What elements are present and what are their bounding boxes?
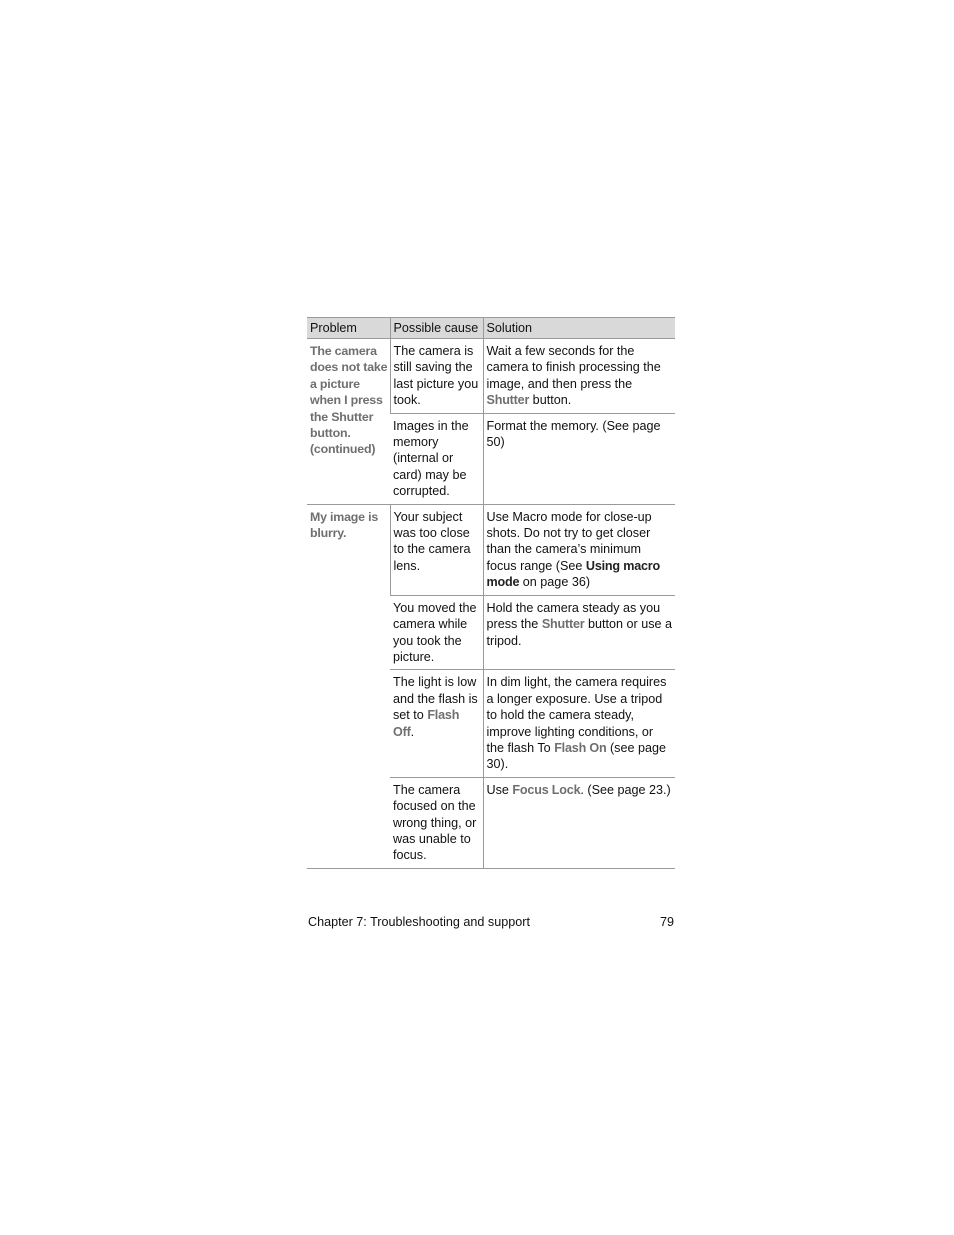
solution-text: (see page 30). bbox=[486, 740, 666, 772]
solution-cell bbox=[483, 595, 675, 670]
solution-text: button. bbox=[529, 393, 572, 408]
solution-text: In dim light, the camera requires a longer exposure. Use a tripod to hold the camera steady, improve lighting conditions, or the flash To bbox=[486, 675, 667, 755]
solution-text: Use bbox=[486, 782, 513, 797]
table-row bbox=[307, 504, 675, 595]
flash-off-ui-label: Flash Off bbox=[393, 708, 460, 739]
solution-cell bbox=[483, 670, 675, 777]
focus-lock-ui-label: Focus Lock bbox=[512, 782, 581, 797]
cross-reference-label: Using macro mode bbox=[486, 558, 661, 590]
cause-cell: Your subject was too close to the camera lens. bbox=[390, 504, 483, 595]
shutter-ui-label: Shutter bbox=[486, 393, 530, 408]
flash-on-ui-label: Flash On bbox=[554, 740, 607, 755]
table-row bbox=[307, 339, 675, 414]
problem-cell: My image is blurry. bbox=[307, 504, 390, 868]
header-problem: Problem bbox=[307, 318, 390, 339]
cause-text: The light is low and the flash is set to bbox=[393, 675, 478, 723]
cause-cell bbox=[390, 670, 483, 777]
header-possible-cause: Possible cause bbox=[390, 318, 483, 339]
problem-cell: The camera does not take a picture when I press the Shutter button. (continued) bbox=[307, 339, 390, 505]
table-header-row bbox=[307, 318, 675, 339]
footer-chapter-title: Chapter 7: Troubleshooting and support bbox=[308, 915, 530, 929]
solution-cell: Format the memory. (See page 50) bbox=[483, 413, 675, 504]
solution-text: on page 36) bbox=[519, 575, 591, 590]
shutter-ui-label: Shutter bbox=[541, 617, 585, 632]
footer-page-number: 79 bbox=[659, 915, 674, 929]
solution-cell bbox=[483, 504, 675, 595]
cause-cell: You moved the camera while you took the picture. bbox=[390, 595, 483, 670]
cause-cell: Images in the memory (internal or card) may be corrupted. bbox=[390, 413, 483, 504]
solution-text: button or use a tripod. bbox=[486, 617, 673, 648]
solution-text: Hold the camera steady as you press the bbox=[486, 600, 661, 632]
cause-text: . bbox=[410, 724, 415, 739]
cause-cell: The camera focused on the wrong thing, or was unable to focus. bbox=[390, 777, 483, 868]
troubleshooting-table bbox=[307, 317, 675, 869]
solution-text: Use Macro mode for close-up shots. Do not try to get closer than the camera’s minimum focus range (See bbox=[486, 509, 652, 573]
header-solution: Solution bbox=[483, 318, 675, 339]
solution-text: Wait a few seconds for the camera to finish processing the image, and then press the bbox=[486, 344, 661, 391]
solution-cell bbox=[483, 339, 675, 414]
solution-cell bbox=[483, 777, 675, 868]
solution-text: . (See page 23.) bbox=[580, 782, 671, 797]
cause-cell: The camera is still saving the last picture you took. bbox=[390, 339, 483, 414]
